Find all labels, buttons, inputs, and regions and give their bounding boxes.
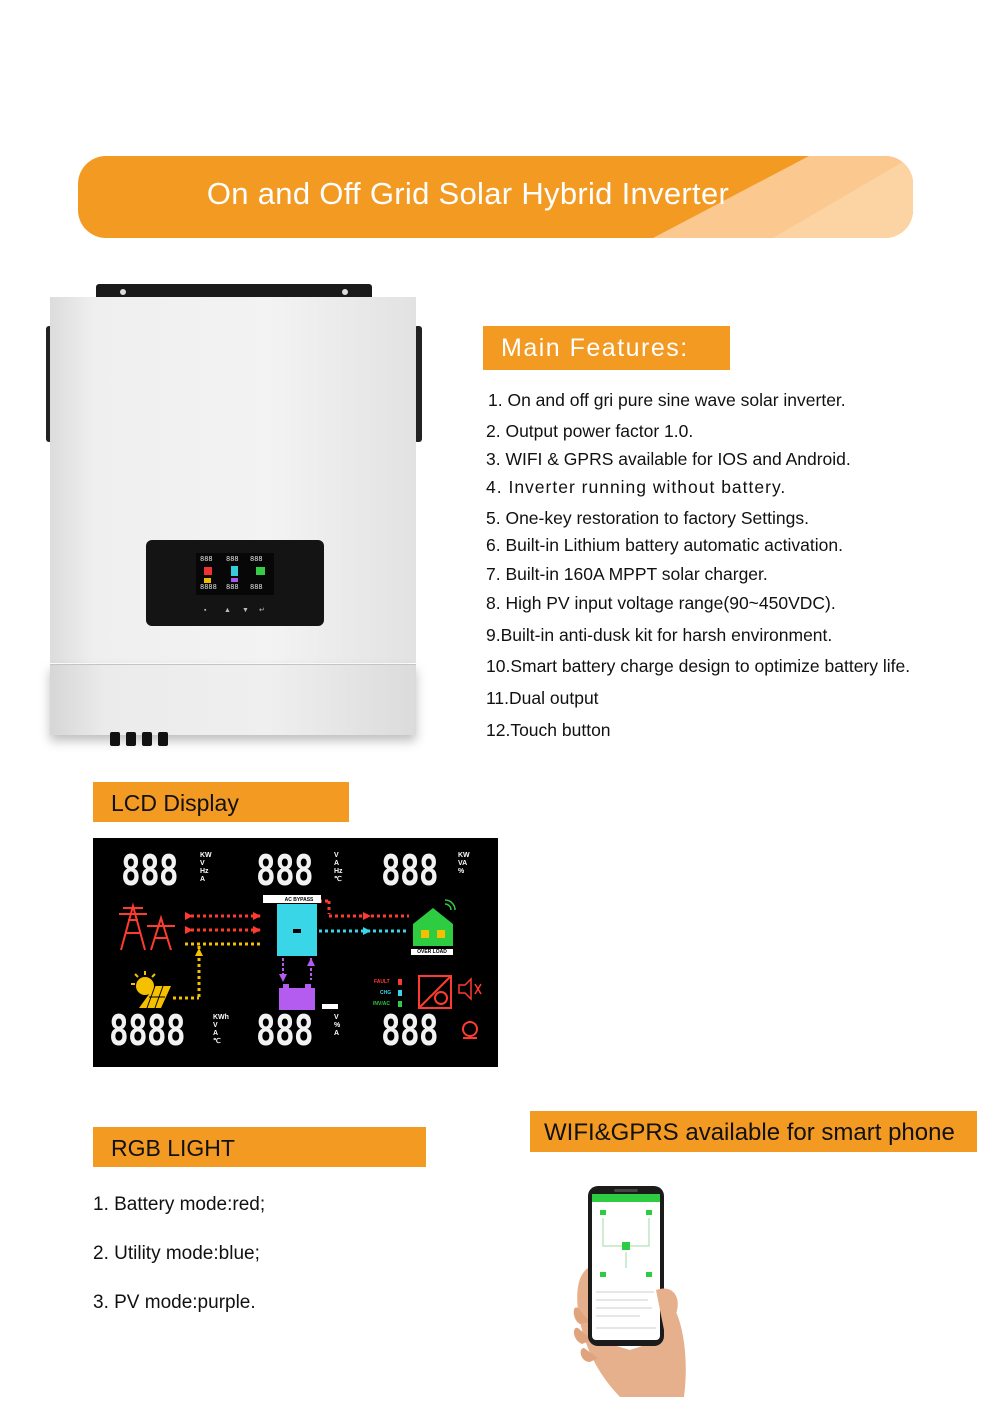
feature-item: 1. On and off gri pure sine wave solar inverter. bbox=[488, 390, 846, 410]
feature-item: 7. Built-in 160A MPPT solar charger. bbox=[486, 564, 768, 584]
feature-item: 12.Touch button bbox=[486, 720, 611, 740]
inverter-base bbox=[50, 664, 416, 735]
rgb-item: 3. PV mode:purple. bbox=[93, 1292, 256, 1313]
menu-button[interactable]: ▪ bbox=[204, 607, 207, 614]
inverter-control-panel bbox=[146, 540, 324, 626]
lcd-top-mid-digits: 888 bbox=[256, 846, 313, 895]
overload-label: OVER LOAD bbox=[417, 949, 447, 955]
rgb-light-title: RGB LIGHT bbox=[111, 1135, 235, 1161]
main-features-title: Main Features: bbox=[501, 334, 689, 362]
feature-item: 6. Built-in Lithium battery automatic activation. bbox=[486, 535, 843, 555]
inverter-mini-lcd: 888 888 888 8888 888 888 bbox=[196, 553, 274, 595]
up-button[interactable]: ▲ bbox=[224, 607, 231, 614]
battery-flow-lines bbox=[283, 958, 311, 980]
enter-button[interactable]: ↵ bbox=[259, 607, 265, 614]
ac-bypass-label: AC BYPASS bbox=[284, 897, 314, 903]
chg-label: CHG bbox=[380, 990, 392, 996]
feature-item: 8. High PV input voltage range(90~450VDC). bbox=[486, 593, 836, 613]
rgb-light-heading bbox=[93, 1127, 426, 1167]
inv-ac-label: INV/AC bbox=[373, 1001, 390, 1007]
inverter-product-image bbox=[22, 270, 452, 755]
wifi-gprs-title: WIFI&GPRS available for smart phone bbox=[544, 1119, 955, 1146]
grid-tower-icon bbox=[119, 906, 175, 950]
lcd-bottom-left-digits: 8888 bbox=[109, 1006, 185, 1055]
lcd-top-right-units: KW VA % bbox=[458, 852, 470, 875]
house-icon bbox=[413, 900, 455, 946]
lcd-display-heading bbox=[93, 782, 349, 822]
lcd-display-panel bbox=[93, 838, 498, 1067]
rgb-item: 2. Utility mode:blue; bbox=[93, 1243, 260, 1264]
down-button[interactable]: ▼ bbox=[242, 607, 249, 614]
title-banner bbox=[78, 156, 913, 238]
lcd-top-right-digits: 888 bbox=[381, 846, 438, 895]
cable-terminals bbox=[110, 732, 172, 748]
lcd-top-left-units: KW V Hz A bbox=[200, 852, 212, 883]
phone-hand-icon bbox=[560, 1180, 710, 1397]
feature-item: 5. One-key restoration to factory Settings. bbox=[486, 508, 809, 528]
lcd-display-title: LCD Display bbox=[111, 790, 239, 816]
lcd-top-left-digits: 888 bbox=[121, 846, 178, 895]
solar-panel-icon bbox=[131, 971, 171, 1008]
lcd-top-mid-units: V A Hz ℃ bbox=[334, 852, 343, 883]
main-features-heading bbox=[483, 326, 730, 370]
page-title: On and Off Grid Solar Hybrid Inverter bbox=[206, 176, 730, 211]
fault-label: FAULT bbox=[374, 979, 390, 985]
lcd-bottom-left-units: KWh V A ℃ bbox=[213, 1014, 229, 1045]
smartphone-in-hand-image bbox=[560, 1180, 710, 1397]
feature-item: 11.Dual output bbox=[486, 688, 599, 708]
feature-item: 9.Built-in anti-dusk kit for harsh environment. bbox=[486, 625, 833, 645]
lcd-bottom-mid-digits: 888 bbox=[256, 1006, 313, 1055]
feature-item: 2. Output power factor 1.0. bbox=[486, 421, 694, 441]
rgb-item: 1. Battery mode:red; bbox=[93, 1194, 266, 1215]
feature-item: 10.Smart battery charge design to optimize battery life. bbox=[486, 656, 911, 676]
lcd-bottom-mid-units: V % A bbox=[334, 1014, 341, 1037]
feature-item: 4. Inverter running without battery. bbox=[486, 477, 787, 497]
wifi-gprs-heading bbox=[530, 1111, 977, 1152]
lcd-bottom-right-digits: 888 bbox=[381, 1006, 438, 1055]
feature-item: 3. WIFI & GPRS available for IOS and Android. bbox=[486, 449, 851, 469]
